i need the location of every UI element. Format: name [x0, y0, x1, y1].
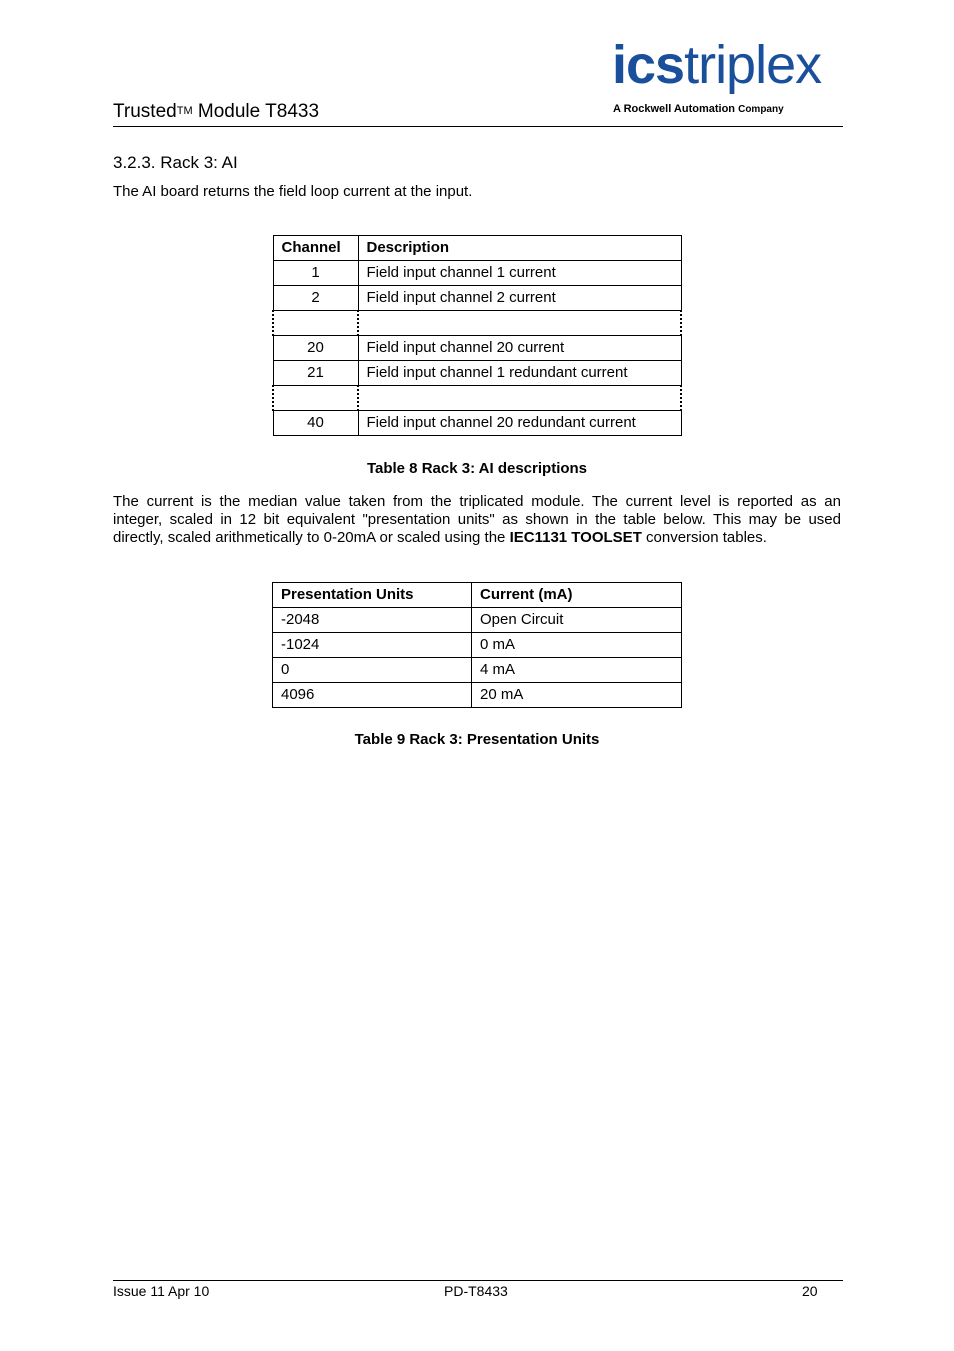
body-line-1: The current is the median value taken from the triplicated module. The current level is reported as an [113, 493, 841, 510]
body-line-3 [113, 529, 841, 547]
description-cell [358, 386, 681, 411]
current-cell: 20 mA [472, 683, 682, 708]
toolset-emphasis: IEC1131 TOOLSET [509, 529, 642, 546]
section-heading: 3.2.3. Rack 3: AI [113, 153, 238, 172]
description-cell: Field input channel 20 current [358, 336, 681, 361]
units-cell: -1024 [273, 633, 472, 658]
column-header-presentation-units: Presentation Units [273, 583, 472, 608]
channel-cell: 2 [273, 286, 358, 311]
body-line-3-end: conversion tables. [641, 529, 767, 546]
channel-cell: 1 [273, 261, 358, 286]
intro-paragraph: The AI board returns the field loop current at the input. [113, 183, 473, 200]
document-title [113, 100, 319, 126]
table-row [273, 633, 682, 658]
column-header-current: Current (mA) [472, 583, 682, 608]
company-logo [612, 35, 844, 120]
current-cell: Open Circuit [472, 608, 682, 633]
title-suffix: Module T8433 [192, 101, 320, 122]
table-row [273, 361, 681, 386]
body-line-3-start: directly, scaled arithmetically to 0-20mA or scaled using the [113, 529, 510, 546]
footer-issue: Issue 11 Apr 10 [113, 1283, 210, 1299]
table-row [273, 683, 682, 708]
channel-cell [273, 386, 358, 411]
table-row [273, 608, 682, 633]
table-row [273, 336, 681, 361]
units-cell: -2048 [273, 608, 472, 633]
column-header-description: Description [358, 236, 681, 261]
description-cell [358, 311, 681, 336]
footer-document-id: PD-T8433 [444, 1283, 508, 1299]
table-header-row [273, 583, 682, 608]
footer-divider [113, 1280, 843, 1281]
table-row [273, 261, 681, 286]
channel-cell: 40 [273, 411, 358, 436]
title-prefix: Trusted [113, 101, 177, 122]
table-header-row [273, 236, 681, 261]
table-9-caption: Table 9 Rack 3: Presentation Units [354, 731, 600, 748]
table-row [273, 286, 681, 311]
header-divider [113, 126, 843, 127]
channel-cell [273, 311, 358, 336]
trademark-superscript: TM [176, 105, 193, 117]
description-cell: Field input channel 1 redundant current [358, 361, 681, 386]
ai-descriptions-table [272, 235, 682, 436]
table-8-caption: Table 8 Rack 3: AI descriptions [366, 460, 588, 477]
body-line-2: integer, scaled in 12 bit equivalent "presentation units" as shown in the table below. This may be used [113, 511, 841, 528]
table-row [273, 411, 681, 436]
description-cell: Field input channel 2 current [358, 286, 681, 311]
presentation-units-table [272, 582, 682, 708]
description-cell: Field input channel 1 current [358, 261, 681, 286]
channel-cell: 20 [273, 336, 358, 361]
table-row-ellipsis [273, 386, 681, 411]
table-row-ellipsis [273, 311, 681, 336]
units-cell: 0 [273, 658, 472, 683]
footer-page-number: 20 [802, 1283, 818, 1299]
body-paragraph [113, 493, 841, 547]
logo-tagline [613, 103, 784, 115]
current-cell: 0 mA [472, 633, 682, 658]
logo-wordmark [612, 34, 821, 96]
logo-tagline-text: A Rockwell Automation [613, 103, 736, 115]
channel-cell: 21 [273, 361, 358, 386]
units-cell: 4096 [273, 683, 472, 708]
column-header-channel: Channel [273, 236, 358, 261]
description-cell: Field input channel 20 redundant current [358, 411, 681, 436]
logo-word-bold: ics [612, 35, 685, 95]
logo-tagline-suffix: Company [738, 104, 784, 115]
table-row [273, 658, 682, 683]
current-cell: 4 mA [472, 658, 682, 683]
logo-word-light: triplex [684, 35, 822, 95]
